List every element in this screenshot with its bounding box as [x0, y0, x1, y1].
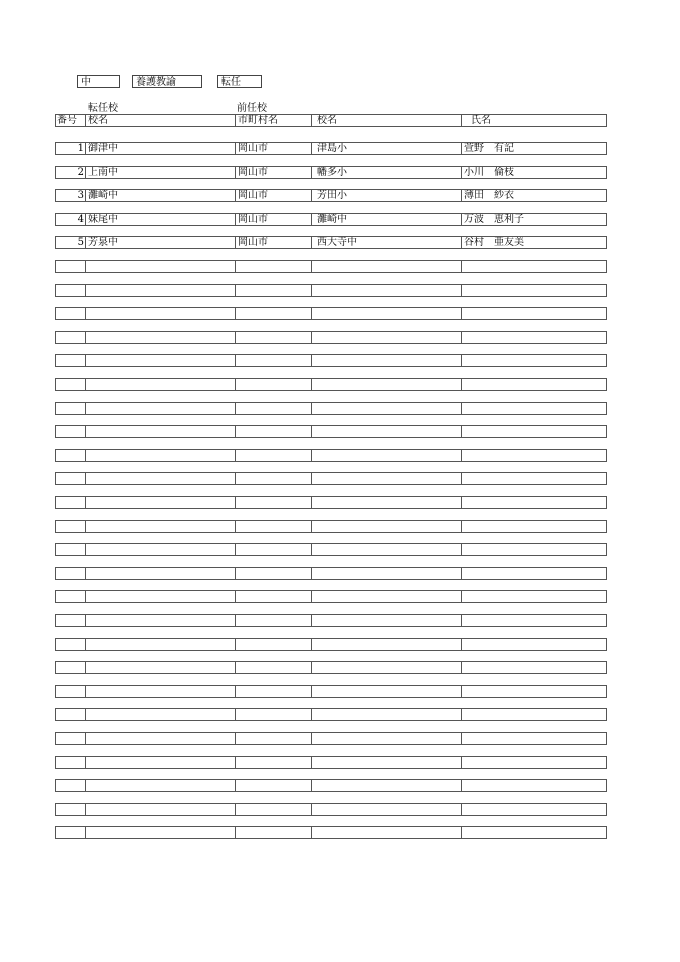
- table-row: [55, 826, 607, 839]
- cell-prev-school: 灘崎中: [317, 214, 347, 225]
- table-row: [55, 543, 607, 556]
- cell-number: [56, 473, 85, 484]
- cell-school: 妹尾中: [88, 214, 118, 225]
- table-row: [55, 307, 607, 320]
- cell-number: [56, 379, 85, 390]
- table-row: [55, 732, 607, 745]
- cell-number: [56, 426, 85, 437]
- cell-name: 万波 恵利子: [464, 214, 524, 225]
- header-city: 市町村名: [238, 115, 278, 126]
- cell-prev-school: [313, 332, 461, 343]
- cell-number: [56, 591, 85, 602]
- cell-prev-school: [313, 827, 461, 838]
- cell-prev-school: 芳田小: [317, 190, 347, 201]
- cell-name: [463, 379, 606, 390]
- cell-prev-school: [313, 261, 461, 272]
- cell-city: [237, 780, 311, 791]
- cell-prev-school: [313, 757, 461, 768]
- cell-school: [87, 780, 235, 791]
- cell-prev-school: [313, 285, 461, 296]
- cell-number: [56, 261, 85, 272]
- cell-school: [87, 591, 235, 602]
- cell-school: [87, 686, 235, 697]
- cell-number: [56, 780, 85, 791]
- cell-number: [56, 709, 85, 720]
- cell-school: [87, 332, 235, 343]
- cell-name: [463, 403, 606, 414]
- table-row: [55, 590, 607, 603]
- cell-name: [463, 308, 606, 319]
- cell-school: 灘崎中: [88, 190, 118, 201]
- table-row: [55, 331, 607, 344]
- table-row: [55, 779, 607, 792]
- cell-school: [87, 450, 235, 461]
- cell-name: 萱野 有記: [464, 143, 514, 154]
- cell-city: [237, 403, 311, 414]
- cell-city: [237, 544, 311, 555]
- cell-prev-school: [313, 662, 461, 673]
- cell-school: [87, 473, 235, 484]
- cell-number: [56, 639, 85, 650]
- cell-number: 4: [77, 214, 84, 225]
- table-row: [55, 496, 607, 509]
- cell-prev-school: 幡多小: [317, 167, 347, 178]
- cell-school: [87, 662, 235, 673]
- cell-number: [56, 497, 85, 508]
- cell-number: [56, 733, 85, 744]
- cell-city: [237, 473, 311, 484]
- cell-number: 3: [77, 190, 84, 201]
- cell-name: 小川 倫枝: [464, 167, 514, 178]
- cell-name: [463, 662, 606, 673]
- cell-name: [463, 615, 606, 626]
- cell-prev-school: [313, 804, 461, 815]
- cell-prev-school: [313, 544, 461, 555]
- table-row: [55, 213, 607, 226]
- cell-number: [56, 355, 85, 366]
- cell-city: [237, 379, 311, 390]
- cell-city: [237, 285, 311, 296]
- cell-name: [463, 426, 606, 437]
- cell-name: [463, 285, 606, 296]
- cell-school: [87, 308, 235, 319]
- cell-city: 岡山市: [238, 167, 268, 178]
- cell-city: [237, 261, 311, 272]
- cell-school: [87, 285, 235, 296]
- cell-name: [463, 804, 606, 815]
- cell-name: 谷村 亜友美: [464, 237, 524, 248]
- cell-city: 岡山市: [238, 214, 268, 225]
- cell-number: [56, 403, 85, 414]
- table-row: [55, 425, 607, 438]
- cell-name: [463, 332, 606, 343]
- cell-prev-school: [313, 639, 461, 650]
- cell-city: [237, 426, 311, 437]
- cell-name: [463, 733, 606, 744]
- header-name: 氏名: [471, 115, 491, 126]
- cell-prev-school: [313, 403, 461, 414]
- cell-prev-school: [313, 450, 461, 461]
- table-row: [55, 189, 607, 202]
- cell-number: 2: [77, 167, 84, 178]
- cell-name: [463, 568, 606, 579]
- cell-city: [237, 615, 311, 626]
- cell-name: [463, 686, 606, 697]
- cell-city: [237, 804, 311, 815]
- cell-name: [463, 591, 606, 602]
- cell-name: [463, 639, 606, 650]
- group-label-new-school: 転任校: [88, 103, 118, 114]
- cell-school: [87, 403, 235, 414]
- table-row: [55, 661, 607, 674]
- cell-number: [56, 568, 85, 579]
- cell-school: 上南中: [88, 167, 118, 178]
- header-number: 番号: [57, 115, 77, 126]
- table-row: [55, 284, 607, 297]
- cell-prev-school: [313, 355, 461, 366]
- cell-school: [87, 497, 235, 508]
- cell-city: [237, 497, 311, 508]
- cell-number: 5: [77, 237, 84, 248]
- cell-prev-school: 西大寺中: [317, 237, 357, 248]
- table-row: [55, 708, 607, 721]
- table-row: [55, 354, 607, 367]
- cell-number: [56, 332, 85, 343]
- cell-city: [237, 450, 311, 461]
- cell-prev-school: [313, 733, 461, 744]
- cell-school: [87, 709, 235, 720]
- cell-school: [87, 827, 235, 838]
- table-row: [55, 449, 607, 462]
- filter-type: 転任: [217, 75, 262, 88]
- cell-city: [237, 757, 311, 768]
- cell-number: [56, 757, 85, 768]
- filter-position: 養護教諭: [132, 75, 202, 88]
- cell-city: [237, 827, 311, 838]
- cell-city: [237, 332, 311, 343]
- table-row: [55, 236, 607, 249]
- cell-school: 御津中: [88, 143, 118, 154]
- cell-name: [463, 709, 606, 720]
- cell-prev-school: [313, 426, 461, 437]
- cell-school: [87, 544, 235, 555]
- cell-name: 薄田 紗衣: [464, 190, 514, 201]
- cell-prev-school: [313, 568, 461, 579]
- cell-number: [56, 662, 85, 673]
- cell-school: [87, 521, 235, 532]
- table-row: [55, 638, 607, 651]
- cell-name: [463, 473, 606, 484]
- cell-school: [87, 426, 235, 437]
- table-row: [55, 567, 607, 580]
- cell-city: 岡山市: [238, 237, 268, 248]
- cell-prev-school: [313, 780, 461, 791]
- cell-number: [56, 827, 85, 838]
- filter-level: 中: [77, 75, 120, 88]
- cell-prev-school: [313, 591, 461, 602]
- cell-prev-school: [313, 709, 461, 720]
- table-row: [55, 378, 607, 391]
- cell-school: [87, 568, 235, 579]
- cell-number: [56, 308, 85, 319]
- cell-school: [87, 261, 235, 272]
- cell-name: [463, 827, 606, 838]
- cell-city: 岡山市: [238, 190, 268, 201]
- cell-name: [463, 355, 606, 366]
- cell-city: [237, 709, 311, 720]
- cell-prev-school: 津島小: [317, 143, 347, 154]
- cell-prev-school: [313, 308, 461, 319]
- header-school: 校名: [88, 115, 108, 126]
- table-row: [55, 142, 607, 155]
- group-label-previous-school: 前任校: [237, 103, 267, 114]
- cell-prev-school: [313, 473, 461, 484]
- table-row: [55, 260, 607, 273]
- cell-school: [87, 639, 235, 650]
- cell-number: [56, 285, 85, 296]
- cell-name: [463, 780, 606, 791]
- cell-number: [56, 804, 85, 815]
- cell-name: [463, 261, 606, 272]
- cell-number: [56, 615, 85, 626]
- cell-name: [463, 450, 606, 461]
- table-row: [55, 472, 607, 485]
- cell-city: [237, 521, 311, 532]
- cell-prev-school: [313, 615, 461, 626]
- cell-school: 芳泉中: [88, 237, 118, 248]
- cell-school: [87, 757, 235, 768]
- cell-school: [87, 379, 235, 390]
- cell-prev-school: [313, 521, 461, 532]
- cell-city: [237, 733, 311, 744]
- cell-school: [87, 355, 235, 366]
- cell-school: [87, 615, 235, 626]
- cell-number: [56, 544, 85, 555]
- cell-name: [463, 497, 606, 508]
- cell-number: [56, 521, 85, 532]
- cell-prev-school: [313, 497, 461, 508]
- header-prev-school: 校名: [317, 115, 337, 126]
- cell-number: [56, 450, 85, 461]
- table-row: [55, 166, 607, 179]
- table-header: [55, 114, 607, 127]
- cell-name: [463, 544, 606, 555]
- table-row: [55, 803, 607, 816]
- cell-city: [237, 662, 311, 673]
- table-row: [55, 756, 607, 769]
- cell-prev-school: [313, 686, 461, 697]
- cell-name: [463, 757, 606, 768]
- cell-school: [87, 733, 235, 744]
- table-row: [55, 685, 607, 698]
- cell-number: [56, 686, 85, 697]
- cell-number: 1: [77, 143, 84, 154]
- cell-city: [237, 591, 311, 602]
- cell-city: [237, 639, 311, 650]
- cell-prev-school: [313, 379, 461, 390]
- table-row: [55, 402, 607, 415]
- cell-city: 岡山市: [238, 143, 268, 154]
- table-row: [55, 520, 607, 533]
- cell-city: [237, 568, 311, 579]
- table-row: [55, 614, 607, 627]
- cell-city: [237, 355, 311, 366]
- cell-city: [237, 686, 311, 697]
- cell-name: [463, 521, 606, 532]
- cell-city: [237, 308, 311, 319]
- cell-school: [87, 804, 235, 815]
